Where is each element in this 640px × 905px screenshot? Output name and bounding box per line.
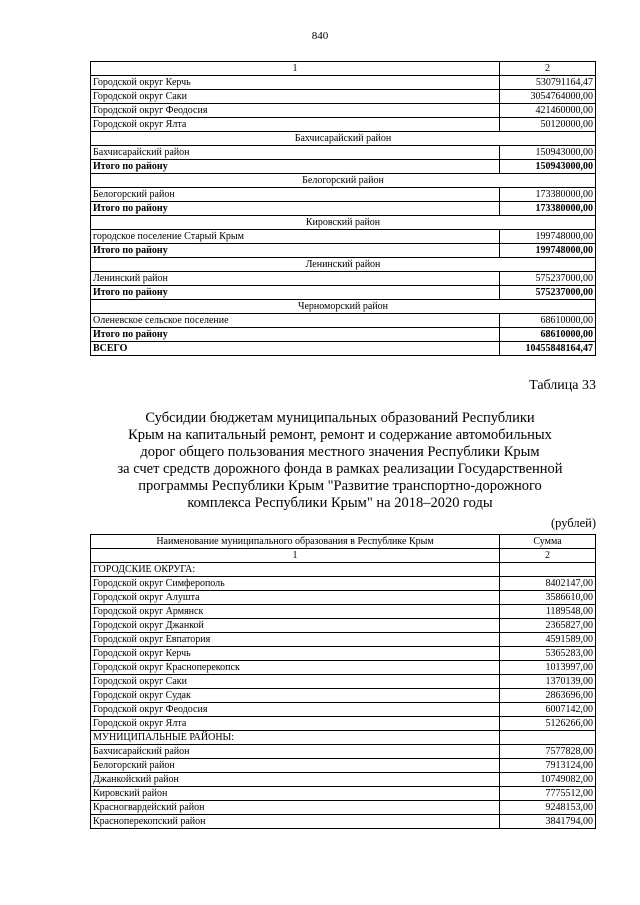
row-name: Красногвардейский район (91, 801, 500, 815)
table-row (91, 745, 596, 759)
row-amount: 10749082,00 (500, 773, 596, 787)
table-row (91, 689, 596, 703)
table-row (91, 314, 596, 328)
row-amount: 5126266,00 (500, 717, 596, 731)
column-header: Сумма (500, 535, 596, 549)
row-amount: 10455848164,47 (500, 342, 596, 356)
column-number: 2 (500, 549, 596, 563)
row-name: Бахчисарайский район (91, 745, 500, 759)
row-amount: 9248153,00 (500, 801, 596, 815)
heading-line: Субсидии бюджетам муниципальных образований Республики (145, 410, 535, 426)
row-amount: 4591589,00 (500, 633, 596, 647)
row-amount (500, 563, 596, 577)
row-name: Городской округ Феодосия (91, 104, 500, 118)
row-name: Белогорский район (91, 188, 500, 202)
table-row (91, 118, 596, 132)
heading-line: Крым на капитальный ремонт, ремонт и содержание автомобильных (128, 427, 552, 443)
row-name: Ленинский район (91, 272, 500, 286)
row-name: Городской округ Алушта (91, 591, 500, 605)
table-row (91, 146, 596, 160)
row-name: Джанкойский район (91, 773, 500, 787)
row-name: Кировский район (91, 787, 500, 801)
table-row (91, 717, 596, 731)
table-row (91, 759, 596, 773)
row-amount: 6007142,00 (500, 703, 596, 717)
row-name: Городской округ Армянск (91, 605, 500, 619)
table-row (91, 90, 596, 104)
table-row (91, 104, 596, 118)
row-name: Городской округ Саки (91, 675, 500, 689)
table-row (91, 801, 596, 815)
row-amount: 2365827,00 (500, 619, 596, 633)
heading-line: программы Республики Крым "Развитие транспортно-дорожного (138, 478, 542, 494)
heading-line: комплекса Республики Крым" на 2018–2020 годы (187, 495, 493, 511)
table-row (91, 605, 596, 619)
row-amount: 7577828,00 (500, 745, 596, 759)
subsidies-table (90, 534, 596, 829)
row-name: Городской округ Ялта (91, 118, 500, 132)
total-row (91, 286, 596, 300)
heading-line: за счет средств дорожного фонда в рамках реализации Государственной (117, 461, 563, 477)
row-amount: 8402147,00 (500, 577, 596, 591)
row-amount: 1189548,00 (500, 605, 596, 619)
row-name: городское поселение Старый Крым (91, 230, 500, 244)
table-row (91, 647, 596, 661)
table-row (91, 787, 596, 801)
row-amount: 530791164,47 (500, 76, 596, 90)
row-amount: 575237000,00 (500, 272, 596, 286)
row-amount: 173380000,00 (500, 202, 596, 216)
row-amount: 199748000,00 (500, 244, 596, 258)
row-name: Оленевское сельское поселение (91, 314, 500, 328)
total-row (91, 202, 596, 216)
row-amount: 68610000,00 (500, 328, 596, 342)
table-row (91, 619, 596, 633)
row-name: Городской округ Судак (91, 689, 500, 703)
row-name: Итого по району (91, 160, 500, 174)
table-body (91, 62, 596, 356)
total-row (91, 160, 596, 174)
row-name: Городской округ Ялта (91, 717, 500, 731)
total-row (91, 342, 596, 356)
section-title: Кировский район (91, 216, 596, 230)
table-row (91, 703, 596, 717)
section-title: Черноморский район (91, 300, 596, 314)
row-name: Городской округ Саки (91, 90, 500, 104)
table-row (91, 76, 596, 90)
row-amount: 3586610,00 (500, 591, 596, 605)
row-name: Городской округ Евпатория (91, 633, 500, 647)
row-amount: 68610000,00 (500, 314, 596, 328)
row-amount: 2863696,00 (500, 689, 596, 703)
total-row (91, 244, 596, 258)
row-name: ГОРОДСКИЕ ОКРУГА: (91, 563, 500, 577)
row-amount: 173380000,00 (500, 188, 596, 202)
section-title: Ленинский район (91, 258, 596, 272)
row-amount: 421460000,00 (500, 104, 596, 118)
row-name: Красноперекопский район (91, 815, 500, 829)
section-title: Белогорский район (91, 174, 596, 188)
row-name: Бахчисарайский район (91, 146, 500, 160)
heading-line: дорог общего пользования местного значения Республики Крым (140, 444, 540, 460)
row-amount: 575237000,00 (500, 286, 596, 300)
table-row (91, 577, 596, 591)
page-number: 840 (311, 30, 329, 42)
section-row (91, 300, 596, 314)
section-row (91, 258, 596, 272)
table-row (91, 661, 596, 675)
row-amount: 3841794,00 (500, 815, 596, 829)
table-row (91, 815, 596, 829)
row-amount: 50120000,00 (500, 118, 596, 132)
row-amount: 3054764000,00 (500, 90, 596, 104)
row-amount: 150943000,00 (500, 146, 596, 160)
row-amount: 7775512,00 (500, 787, 596, 801)
row-name: Городской округ Керчь (91, 76, 500, 90)
row-amount: 199748000,00 (500, 230, 596, 244)
row-name: Городской округ Феодосия (91, 703, 500, 717)
column-number: 1 (91, 549, 500, 563)
table-row (91, 773, 596, 787)
column-number: 2 (500, 62, 596, 76)
table-row (91, 188, 596, 202)
row-amount: 5365283,00 (500, 647, 596, 661)
section-row (91, 132, 596, 146)
row-amount: 150943000,00 (500, 160, 596, 174)
section-row (91, 174, 596, 188)
table-row (91, 272, 596, 286)
row-name: Итого по району (91, 286, 500, 300)
column-number-row (91, 62, 596, 76)
row-name: Городской округ Керчь (91, 647, 500, 661)
column-header: Наименование муниципального образования в Республике Крым (91, 535, 500, 549)
row-name: Городской округ Джанкой (91, 619, 500, 633)
total-row (91, 328, 596, 342)
group-row (91, 563, 596, 577)
table-row (91, 591, 596, 605)
group-row (91, 731, 596, 745)
row-amount (500, 731, 596, 745)
row-name: ВСЕГО (91, 342, 500, 356)
table-row (91, 675, 596, 689)
column-header-row (91, 535, 596, 549)
row-name: Городской округ Красноперекопск (91, 661, 500, 675)
row-amount: 7913124,00 (500, 759, 596, 773)
section-row (91, 216, 596, 230)
appropriations-table-continued (90, 61, 596, 356)
table-row (91, 633, 596, 647)
row-amount: 1013997,00 (500, 661, 596, 675)
row-name: Итого по району (91, 202, 500, 216)
row-amount: 1370139,00 (500, 675, 596, 689)
table-body (91, 535, 596, 829)
column-number-row (91, 549, 596, 563)
units-label: (рублей) (550, 516, 596, 530)
section-title: Бахчисарайский район (91, 132, 596, 146)
table-label: Таблица 33 (529, 378, 596, 393)
row-name: Городской округ Симферополь (91, 577, 500, 591)
row-name: МУНИЦИПАЛЬНЫЕ РАЙОНЫ: (91, 731, 500, 745)
column-number: 1 (91, 62, 500, 76)
table-row (91, 230, 596, 244)
row-name: Белогорский район (91, 759, 500, 773)
table-heading (80, 410, 600, 512)
row-name: Итого по району (91, 244, 500, 258)
row-name: Итого по району (91, 328, 500, 342)
